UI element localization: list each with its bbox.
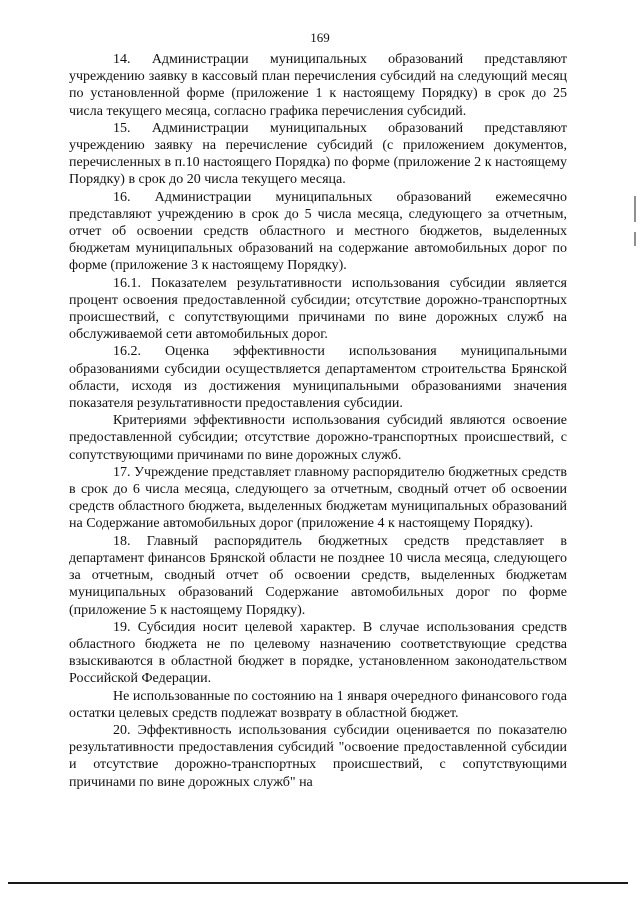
scan-edge-mark — [634, 196, 636, 222]
scan-edge-mark — [634, 232, 636, 246]
paragraph-18: 18. Главный распорядитель бюджетных средств представляет в департамент финансов Брянской области не позднее 10 числа месяца, следующего за отчетным, сводный отчет об освоении средств, выделенных бюджетам муниципальных образований Содержание автомобильных дорог по форме (приложение 5 к настоящему Порядку). — [69, 533, 567, 618]
paragraph-15: 15. Администрации муниципальных образований представляют учреждению заявку на перечисление субсидий (с приложением документов, перечисленных в п.10 настоящего Порядка) по форме (приложение 2 к настоящему Порядку) в срок до 20 числа текущего месяца. — [69, 120, 567, 188]
paragraph-20: 20. Эффективность использования субсидии оценивается по показателю результативности предоставления субсидий "освоение предоставленной субсидии и отсутствие дорожно-транспортных происшествий, с сопутствующими причинами по вине дорожных служб" на — [69, 722, 567, 790]
paragraph-17: 17. Учреждение представляет главному распорядителю бюджетных средств в срок до 6 числа месяца, следующего за отчетным, сводный отчет об освоении средств областного бюджета, выделенных бюджетам муниципальных образований на Содержание автомобильных дорог (приложение 4 к настоящему Порядку). — [69, 464, 567, 532]
body-text — [69, 51, 567, 791]
footer-rule — [8, 882, 628, 884]
paragraph-19: 19. Субсидия носит целевой характер. В случае использования средств областного бюджета не по целевому назначению соответствующие средства взыскиваются в областной бюджет в порядке, установленном законодательством Российской Федерации. — [69, 619, 567, 687]
paragraph-14: 14. Администрации муниципальных образований представляют учреждению заявку в кассовый план перечисления субсидий на следующий месяц по установленной форме (приложение 1 к настоящему Порядку) в срок до 25 числа текущего месяца, согласно графика перечисления субсидий. — [69, 52, 567, 119]
page-number: 169 — [310, 30, 330, 45]
paragraph-16-2: 16.2. Оценка эффективности использования муниципальными образованиями субсидии осуществляется департаментом строительства Брянской области, исходя из достижения муниципальными образованиями значения показателя результативности предоставления субсидии. — [69, 344, 567, 412]
paragraph-criteria: Критериями эффективности использования субсидий являются освоение предоставленной субсидии; отсутствие дорожно-транспортных происшествий, с сопутствующими причинами по вине дорожных служб. — [69, 413, 567, 463]
paragraph-16: 16. Администрации муниципальных образований ежемесячно представляют учреждению в срок до 5 числа месяца, следующего за отчетным, отчет об освоении средств областного и местного бюджетов, выделенных бюджетам муниципальных образований на содержание автомобильных дорог по форме (приложение 3 к настоящему Порядку). — [69, 189, 567, 274]
paragraph-16-1: 16.1. Показателем результативности использования субсидии является процент освоения предоставленной субсидии; отсутствие дорожно-транспортных происшествий, с сопутствующими причинами по вине дорожных служб на обслуживаемой сети автомобильных дорог. — [69, 275, 567, 343]
paragraph-unused-funds: Не использованные по состоянию на 1 января очередного финансового года остатки целевых средств подлежат возврату в областной бюджет. — [69, 688, 567, 721]
